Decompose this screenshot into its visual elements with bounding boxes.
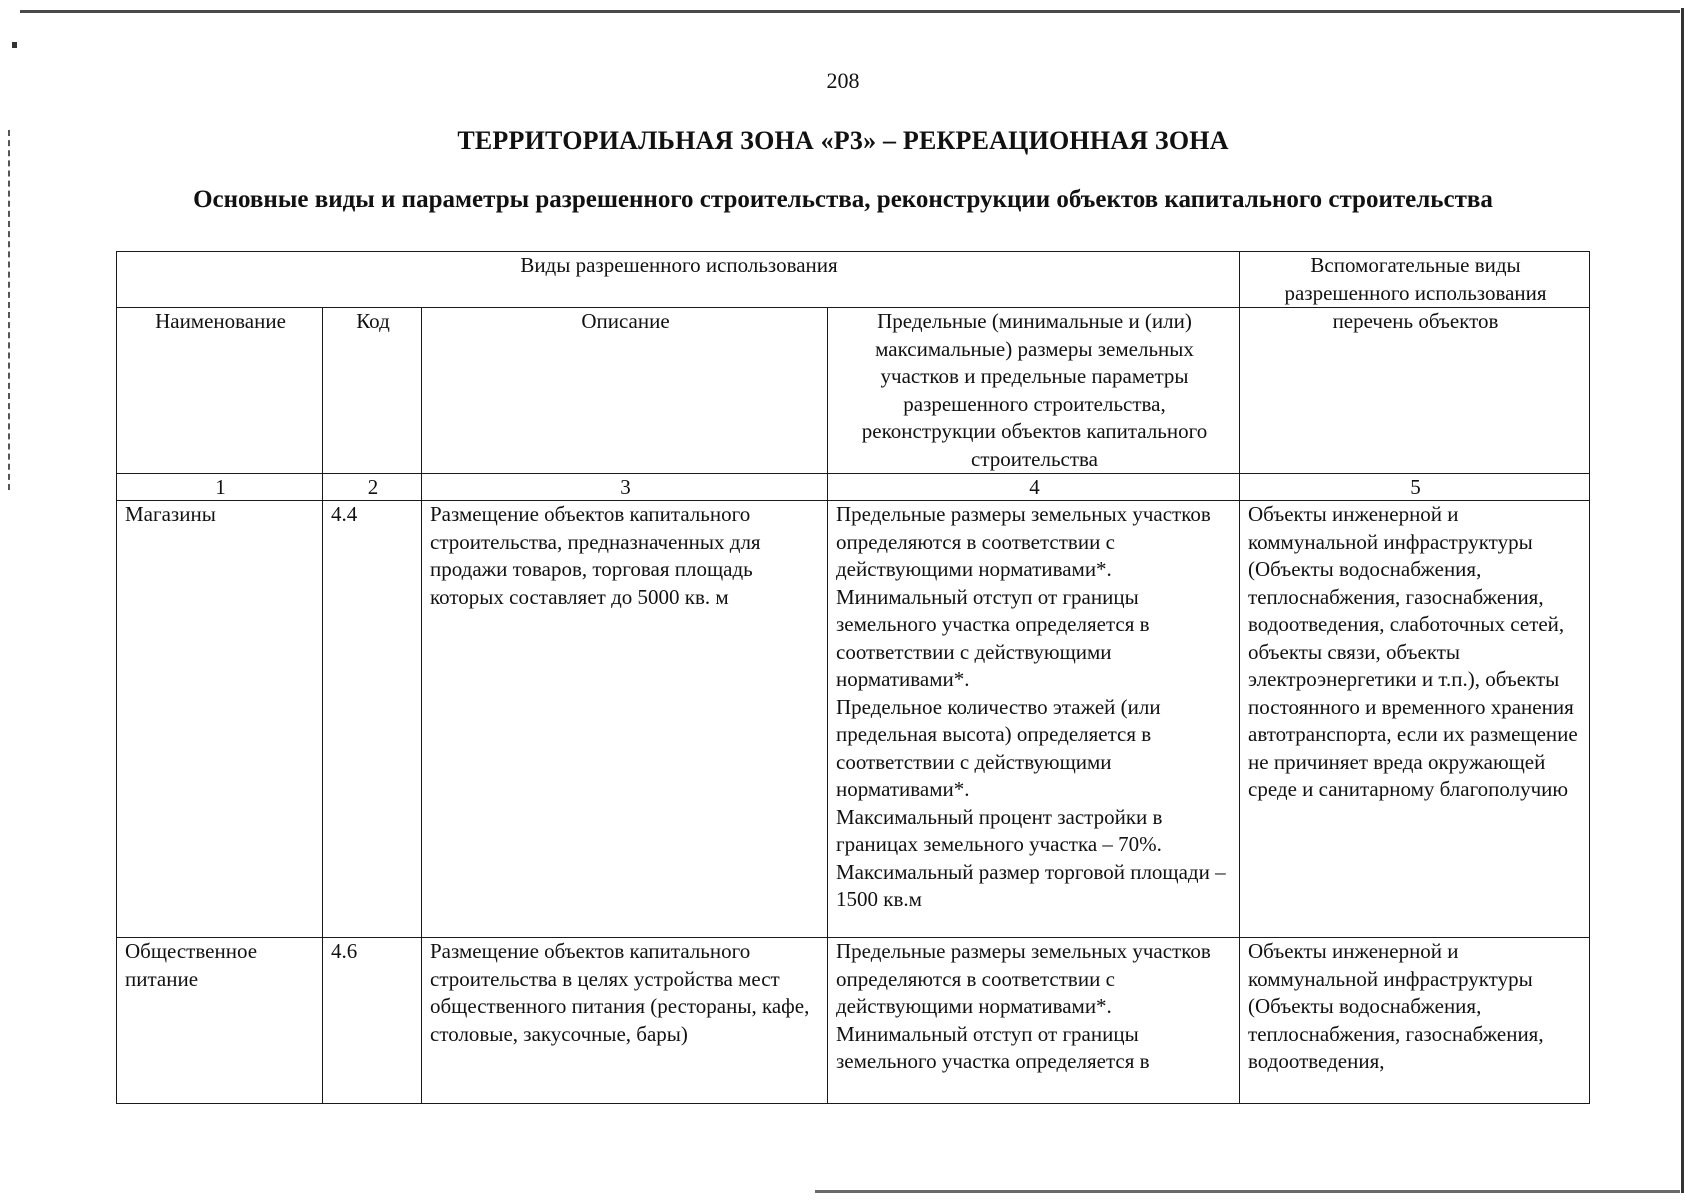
column-header-code: Код <box>323 308 422 474</box>
row-description: Размещение объектов капитального строительства, предназначенных для продажи товаров, торговая площадь которых составляет до 5000 кв. м <box>422 501 828 938</box>
limits-paragraph: Предельное количество этажей (или предельная высота) определяется в соответствии с действующими нормативами*. <box>836 694 1161 801</box>
row-limits <box>828 938 1240 1104</box>
column-header-row <box>117 308 1590 474</box>
scan-dot <box>12 42 17 48</box>
row-code: 4.6 <box>323 938 422 1104</box>
section-title: Основные виды и параметры разрешенного строительства, реконструкции объектов капитального строительства <box>193 186 1493 213</box>
column-number-row <box>117 474 1590 501</box>
group-header-main: Виды разрешенного использования <box>117 252 1240 308</box>
scan-bottom-border <box>815 1190 1680 1193</box>
row-auxiliary-objects: Объекты инженерной и коммунальной инфраструктуры (Объекты водоснабжения, теплоснабжения, газоснабжения, водоотведения, <box>1240 938 1590 1104</box>
limits-paragraph: Максимальный процент застройки в границах земельного участка – 70%. <box>836 804 1163 856</box>
row-name: Магазины <box>117 501 323 938</box>
column-header-description: Описание <box>422 308 828 474</box>
column-number: 4 <box>828 474 1240 501</box>
limits-paragraph: Максимальный размер торговой площади – 1500 кв.м <box>836 859 1226 911</box>
scan-right-border <box>1681 8 1684 1193</box>
row-auxiliary-objects: Объекты инженерной и коммунальной инфраструктуры (Объекты водоснабжения, теплоснабжения, газоснабжения, водоотведения, слаботочных сетей, объекты связи, объекты электроэнергетики и т.п.), объекты постоянного и временного хранения автотранспорта, если их размещение не причиняет вреда окружающей среде и санитарному благополучию <box>1240 501 1590 938</box>
table-row <box>117 501 1590 938</box>
limits-paragraph: Минимальный отступ от границы земельного участка определяется в соответствии с действующими нормативами*. <box>836 584 1150 691</box>
column-header-limits: Предельные (минимальные и (или) максимальные) размеры земельных участков и предельные параметры разрешенного строительства, реконструкции объектов капитального строительства <box>828 308 1240 474</box>
column-number: 2 <box>323 474 422 501</box>
group-header-auxiliary: Вспомогательные виды разрешенного использования <box>1240 252 1590 308</box>
scan-left-binding-marks <box>8 130 13 490</box>
group-header-row <box>117 252 1590 308</box>
zoning-table <box>116 251 1590 1104</box>
row-code: 4.4 <box>323 501 422 938</box>
row-name: Общественное питание <box>117 938 323 1104</box>
column-number: 1 <box>117 474 323 501</box>
zone-title: ТЕРРИТОРИАЛЬНАЯ ЗОНА «Р3» – РЕКРЕАЦИОННАЯ ЗОНА <box>457 126 1229 155</box>
row-limits <box>828 501 1240 938</box>
row-description: Размещение объектов капитального строительства в целях устройства мест общественного питания (рестораны, кафе, столовые, закусочные, бары) <box>422 938 828 1104</box>
table-row <box>117 938 1590 1104</box>
limits-paragraph: Предельные размеры земельных участков определяются в соответствии с действующими нормативами*. <box>836 939 1211 1018</box>
page-number: 208 <box>826 68 860 93</box>
column-number: 5 <box>1240 474 1590 501</box>
column-number: 3 <box>422 474 828 501</box>
column-header-name: Наименование <box>117 308 323 474</box>
column-header-objects: перечень объектов <box>1240 308 1590 474</box>
limits-paragraph: Предельные размеры земельных участков определяются в соответствии с действующими нормативами*. <box>836 502 1211 581</box>
scan-top-border <box>20 10 1680 13</box>
limits-paragraph: Минимальный отступ от границы земельного участка определяется в <box>836 1021 1150 1073</box>
